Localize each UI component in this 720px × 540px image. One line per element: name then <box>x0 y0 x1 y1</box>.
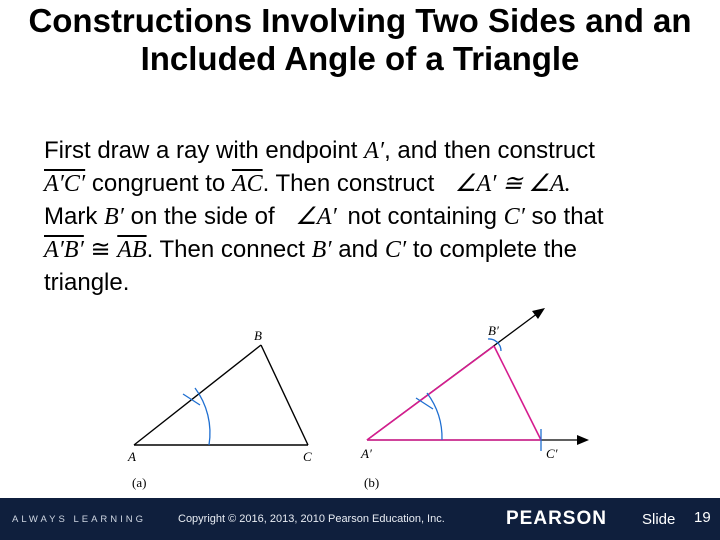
footer-tagline: ALWAYS LEARNING <box>12 514 147 525</box>
body-text-segment: and <box>331 236 385 263</box>
slide-label: Slide <box>642 511 676 528</box>
arrowhead-right <box>577 435 589 445</box>
footer-bar <box>0 498 720 540</box>
angle-a-prime: ∠A′ <box>295 204 337 230</box>
segment-a-prime-b-prime: A′B′ <box>44 237 84 263</box>
body-text-segment: not containing <box>340 203 504 230</box>
slide-title: Constructions Involving Two Sides and an Included Angle of a Triangle <box>28 2 692 77</box>
point-a-prime: A′ <box>364 138 385 164</box>
footer-copyright: Copyright © 2016, 2013, 2010 Pearson Education, Inc. <box>178 513 445 525</box>
label-c-prime: C′ <box>546 446 558 461</box>
body-text-segment: , and then construct <box>384 137 595 164</box>
arrowhead-up <box>532 308 545 319</box>
label-b: B <box>254 328 262 343</box>
body-text-segment: to complete the <box>406 236 577 263</box>
label-b-prime: B′ <box>488 323 499 338</box>
body-text-segment: so that <box>524 203 604 230</box>
arc-tick-a-prime <box>416 398 433 409</box>
segment-a-prime-b-prime <box>367 346 494 440</box>
segment-b-prime-c-prime <box>494 346 541 440</box>
body-line-1 <box>44 134 694 167</box>
label-a-prime: A′ <box>361 446 372 461</box>
segment-ab: $\overline{AB}$ <box>117 237 147 263</box>
body-text-segment: congruent to <box>85 170 232 197</box>
body-text-segment: on the side of <box>123 203 282 230</box>
point-b-prime: B′ <box>311 237 332 263</box>
side-bc <box>261 345 308 445</box>
body-text-segment: . Then construct <box>262 170 441 197</box>
side-ab <box>134 345 261 445</box>
label-a: A <box>128 449 136 464</box>
angle-congruence: ∠A′ ≅ ∠A. <box>454 171 571 197</box>
figure-b <box>360 308 589 490</box>
body-text <box>44 134 694 299</box>
caption-b: (b) <box>364 475 380 490</box>
body-line-2 <box>44 167 694 200</box>
congruent-symbol: ≅ <box>83 236 118 263</box>
body-text-segment: Mark <box>44 203 104 230</box>
point-c-prime: C′ <box>503 204 525 230</box>
point-c-prime: C′ <box>384 237 407 263</box>
pearson-logo: PEARSON <box>506 508 607 529</box>
body-line-5: triangle. <box>44 269 130 296</box>
point-b-prime: B′ <box>104 204 124 230</box>
body-text-segment: First draw a ray with endpoint <box>44 137 365 164</box>
arc-a-prime <box>427 393 442 440</box>
caption-a: (a) <box>132 475 147 490</box>
label-c: C <box>303 449 312 464</box>
segment-ac: $\overline{AC}$ <box>231 171 263 197</box>
construction-figure <box>100 305 600 495</box>
figure-a <box>127 328 312 490</box>
body-line-4 <box>44 233 694 266</box>
slide-number: 19 <box>694 509 711 526</box>
body-line-3 <box>44 200 694 233</box>
arc-a <box>195 388 210 445</box>
body-text-segment: . Then connect <box>146 236 312 263</box>
segment-a-prime-c-prime: A′C′ <box>44 171 86 197</box>
